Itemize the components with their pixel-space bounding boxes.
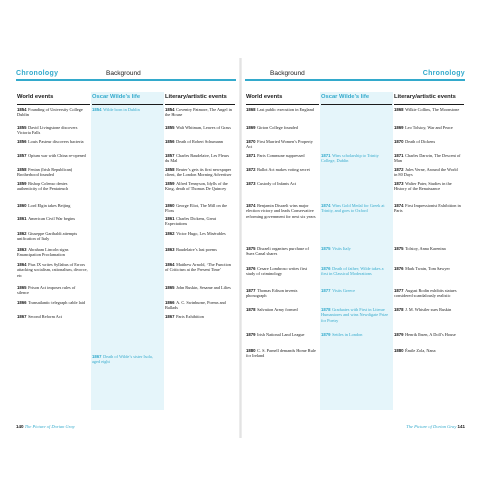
entry-text: Henrik Ibsen, A Doll’s House [405,332,456,337]
entry-text: Walt Whitman, Leaves of Grass [176,125,231,130]
column-header-literary: Literary/artistic events [165,92,235,105]
entry-year: 1877 [321,288,331,293]
column-header-literary: Literary/artistic events [394,92,464,105]
entry-text: Matthew Arnold, ‘The Function of Criticism at the Present Time’ [165,262,231,273]
entry-text: George Eliot, The Mill on the Floss [165,203,227,214]
entry-year: 1872 [246,167,256,172]
entry-year: 1873 [394,181,404,186]
timeline-entry [17,300,88,305]
timeline-entry [17,231,88,242]
entry-year: 1867 [17,314,27,319]
header-rule [16,79,236,81]
entry-year: 1855 [17,125,27,130]
timeline-entry [17,125,88,136]
timeline-entry [246,246,317,257]
entry-text: Mark Twain, Tom Sawyer [405,266,450,271]
timeline-entry [246,203,317,219]
entry-text: Abraham Lincoln signs Emancipation Proclamation [17,247,69,258]
chronology-table [16,92,236,410]
entry-year: 1878 [246,307,256,312]
timeline-entry [321,288,390,293]
entry-year: 1869 [394,125,404,130]
timeline-entry [321,307,390,323]
entry-text: Ballot Act makes voting secret [257,167,310,172]
entry-year: 1854 [92,107,102,112]
entry-year: 1863 [17,247,27,252]
entry-year: 1874 [246,203,256,208]
entry-text: Prison Act imposes rules of silence [17,285,76,296]
column-header-world: World events [246,92,319,105]
entry-year: 1865 [17,285,27,290]
timeline-entry [165,181,233,192]
timeline-entry [17,285,88,296]
entry-text: Tolstoy, Anna Karenina [405,246,446,251]
entry-year: 1875 [321,246,331,251]
entry-year: 1879 [321,332,331,337]
timeline-entry [92,107,161,112]
entry-text: Death of father; Wilde takes a first in Classical Moderations [321,266,384,277]
timeline-entry [321,153,390,164]
entry-text: Second Reform Act [28,314,62,319]
section-subtitle: Background [270,70,305,77]
entry-text: Reuter’s gets its first newspaper client, the London Morning Advertiser [165,167,232,178]
literary-events-column [164,92,236,410]
timeline-entry [394,125,462,130]
entry-year: 1861 [165,216,175,221]
page-footer [406,424,465,429]
entry-text: Alfred Tennyson, Idylls of the King, death of Thomas De Quincey [165,181,228,192]
entry-year: 1863 [165,247,175,252]
entry-text: Charles Dickens, Great Expectations [165,216,217,227]
entry-year: 1876 [321,266,331,271]
entry-year: 1862 [17,231,27,236]
entry-year: 1855 [165,125,175,130]
entry-year: 1860 [165,203,175,208]
entry-year: 1858 [17,167,27,172]
timeline-entry [246,125,317,130]
chronology-table [245,92,465,410]
column-header-world: World events [17,92,90,105]
entry-year: 1874 [321,203,331,208]
timeline-entry [394,203,462,214]
entry-text: Lord Elgin takes Beijing [28,203,71,208]
timeline-entry [394,266,462,271]
timeline-entry [246,288,317,299]
entry-text: Bishop Colenso denies authenticity of the Pentateuch [17,181,69,192]
timeline-entry [246,181,317,186]
entry-text: J. M. Whistler sues Ruskin [405,307,452,312]
page-footer [16,424,75,429]
entry-text: Benjamin Disraeli wins major election victory and leads Conservative reforming government for next six years [246,203,316,219]
timeline-entry [165,231,233,236]
entry-year: 1880 [246,348,256,353]
entry-text: Opium war with China re-opened [28,153,86,158]
entry-text: Disraeli organises purchase of Suez Canal shares [246,246,309,257]
timeline-entry [17,107,88,118]
timeline-entry [321,266,390,277]
wilde-life-column [91,92,164,410]
entry-text: Fenian (Irish Republican) Brotherhood founded [17,167,73,178]
wilde-life-column [320,92,393,410]
timeline-entry [17,139,88,144]
entry-year: 1859 [17,181,27,186]
timeline-entry [321,332,390,337]
entry-text: Last public execution in England [257,107,314,112]
entry-text: Transatlantic telegraph cable laid [28,300,86,305]
timeline-entry [165,314,233,319]
entry-text: Death of Dickens [405,139,436,144]
entry-year: 1869 [246,125,256,130]
entry-text: First Impressionist Exhibition in Paris [394,203,461,214]
timeline-entry [394,167,462,178]
timeline-entry [17,167,88,178]
section-title: Chronology [16,70,59,77]
entry-text: John Ruskin, Sesame and Lilies [176,285,231,290]
timeline-entry [92,354,161,365]
column-header-wilde: Oscar Wilde’s life [92,92,163,105]
entry-year: 1854 [17,107,27,112]
timeline-entry [321,246,390,251]
entry-year: 1866 [165,300,175,305]
timeline-entry [17,203,88,208]
entry-year: 1871 [394,153,404,158]
column-header-wilde: Oscar Wilde’s life [321,92,392,105]
entry-text: Death of Robert Schumann [176,139,223,144]
timeline-entry [165,125,233,130]
literary-events-column [393,92,465,410]
timeline-entry [246,348,317,359]
entry-text: Coventry Patmore, The Angel in the House [165,107,232,118]
timeline-entry [17,181,88,192]
entry-year: 1868 [246,107,256,112]
timeline-entry [394,107,462,112]
page-number: 141 [457,424,465,429]
timeline-entry [394,348,462,353]
entry-text: Death of Wilde’s sister Isola, aged eight [92,354,153,365]
timeline-entry [246,167,317,172]
timeline-entry [246,307,317,312]
left-page [16,58,236,438]
entry-year: 1860 [17,203,27,208]
section-title: Chronology [422,70,465,77]
entry-text: Leo Tolstoy, War and Peace [405,125,453,130]
timeline-entry [17,247,88,258]
entry-text: David Livingstone discovers Victoria Falls [17,125,78,136]
entry-text: Thomas Edison invents phonograph [246,288,298,299]
timeline-entry [165,167,233,178]
timeline-entry [165,139,233,144]
entry-text: Paris Commune suppressed [257,153,305,158]
entry-year: 1864 [17,262,27,267]
timeline-entry [246,332,317,337]
entry-year: 1875 [394,246,404,251]
entry-text: Wilkie Collins, The Moonstone [405,107,460,112]
entry-text: Visits Greece [332,288,356,293]
right-page-header [245,70,465,81]
timeline-entry [165,216,233,227]
timeline-entry [394,246,462,251]
entry-year: 1864 [165,262,175,267]
entry-text: Irish National Land League [257,332,305,337]
entry-year: 1859 [165,181,175,186]
timeline-entry [17,216,88,221]
entry-text: Walter Pater, Studies in the History of the Renaissance [394,181,452,192]
entry-year: 1879 [246,332,256,337]
timeline-entry [246,107,317,112]
entry-text: C. S. Parnell demands Home Rule for Ireland [246,348,316,359]
entry-year: 1880 [394,348,404,353]
right-page [245,58,465,438]
book-gutter [239,58,242,438]
entry-year: 1877 [394,288,404,293]
timeline-entry [165,285,233,290]
left-page-header [16,70,236,81]
entry-year: 1856 [165,139,175,144]
timeline-entry [165,247,233,252]
timeline-entry [17,153,88,158]
entry-year: 1872 [394,167,404,172]
entry-text: Girton College founded [257,125,298,130]
entry-text: Graduates with First in Literae Humaniores and wins Newdigate Prize for Poetry [321,307,389,323]
entry-text: Salvation Army formed [257,307,298,312]
timeline-entry [165,262,233,273]
entry-text: Victor Hugo, Les Misérables [176,231,226,236]
entry-year: 1870 [394,139,404,144]
entry-year: 1876 [246,266,256,271]
entry-year: 1875 [246,246,256,251]
entry-text: Custody of Infants Act [257,181,297,186]
book-title: The Picture of Dorian Gray [24,424,75,429]
entry-text: Cesare Lombroso writes first study of criminology [246,266,308,277]
entry-year: 1871 [246,153,256,158]
entry-text: Louis Pasteur discovers bacteria [28,139,84,144]
header-rule [245,79,465,81]
entry-year: 1873 [246,181,256,186]
entry-year: 1878 [321,307,331,312]
entry-text: Jules Verne, Around the World in 80 Days [394,167,458,178]
entry-text: A. C. Swinburne, Poems and Ballads [165,300,226,311]
timeline-entry [165,203,233,214]
entry-text: Settles in London [332,332,363,337]
entry-text: Giuseppe Garibaldi attempts unification of Italy [17,231,78,242]
entry-year: 1854 [165,107,175,112]
entry-year: 1857 [17,153,27,158]
entry-text: Émile Zola, Nana [405,348,436,353]
timeline-entry [394,181,462,192]
timeline-entry [394,153,462,164]
entry-year: 1862 [165,231,175,236]
entry-text: Charles Baudelaire, Les Fleurs du Mal [165,153,230,164]
world-events-column [245,92,320,410]
timeline-entry [394,307,462,312]
entry-year: 1868 [394,107,404,112]
timeline-entry [321,203,390,214]
entry-year: 1861 [17,216,27,221]
entry-year: 1857 [165,153,175,158]
timeline-entry [246,139,317,150]
entry-year: 1874 [394,203,404,208]
entry-year: 1866 [17,300,27,305]
timeline-entry [246,266,317,277]
entry-text: American Civil War begins [28,216,76,221]
entry-year: 1870 [246,139,256,144]
entry-year: 1856 [17,139,27,144]
timeline-entry [165,107,233,118]
timeline-entry [17,262,88,278]
book-title: The Picture of Dorian Gray [406,424,457,429]
entry-year: 1865 [165,285,175,290]
entry-year: 1878 [394,307,404,312]
timeline-entry [394,288,462,299]
timeline-entry [165,153,233,164]
entry-year: 1877 [246,288,256,293]
timeline-entry [165,300,233,311]
entry-text: Charles Darwin, The Descent of Man [394,153,461,164]
entry-text: First Married Women’s Property Act [246,139,313,150]
entry-text: Paris Exhibition [176,314,204,319]
entry-text: Wins scholarship to Trinity College, Dublin [321,153,379,164]
entry-text: August Rodin exhibits statues considered scandalously realistic [394,288,457,299]
entry-year: 1867 [92,354,102,359]
entry-year: 1858 [165,167,175,172]
entry-text: Wilde born in Dublin [103,107,140,112]
entry-text: Visits Italy [332,246,351,251]
timeline-entry [246,153,317,158]
entry-year: 1876 [394,266,404,271]
entry-year: 1879 [394,332,404,337]
world-events-column [16,92,91,410]
timeline-entry [17,314,88,319]
timeline-entry [394,139,462,144]
entry-text: Baudelaire’s last poems [176,247,217,252]
entry-year: 1871 [321,153,331,158]
entry-text: Founding of University College Dublin [17,107,83,118]
entry-text: Wins Gold Medal for Greek at Trinity, and goes to Oxford [321,203,385,214]
entry-year: 1867 [165,314,175,319]
section-subtitle: Background [106,70,141,77]
page-number: 140 [16,424,24,429]
entry-text: Pius IX writes Syllabus of Errors attacking socialism, rationalism, divorce, etc [17,262,88,278]
timeline-entry [394,332,462,337]
